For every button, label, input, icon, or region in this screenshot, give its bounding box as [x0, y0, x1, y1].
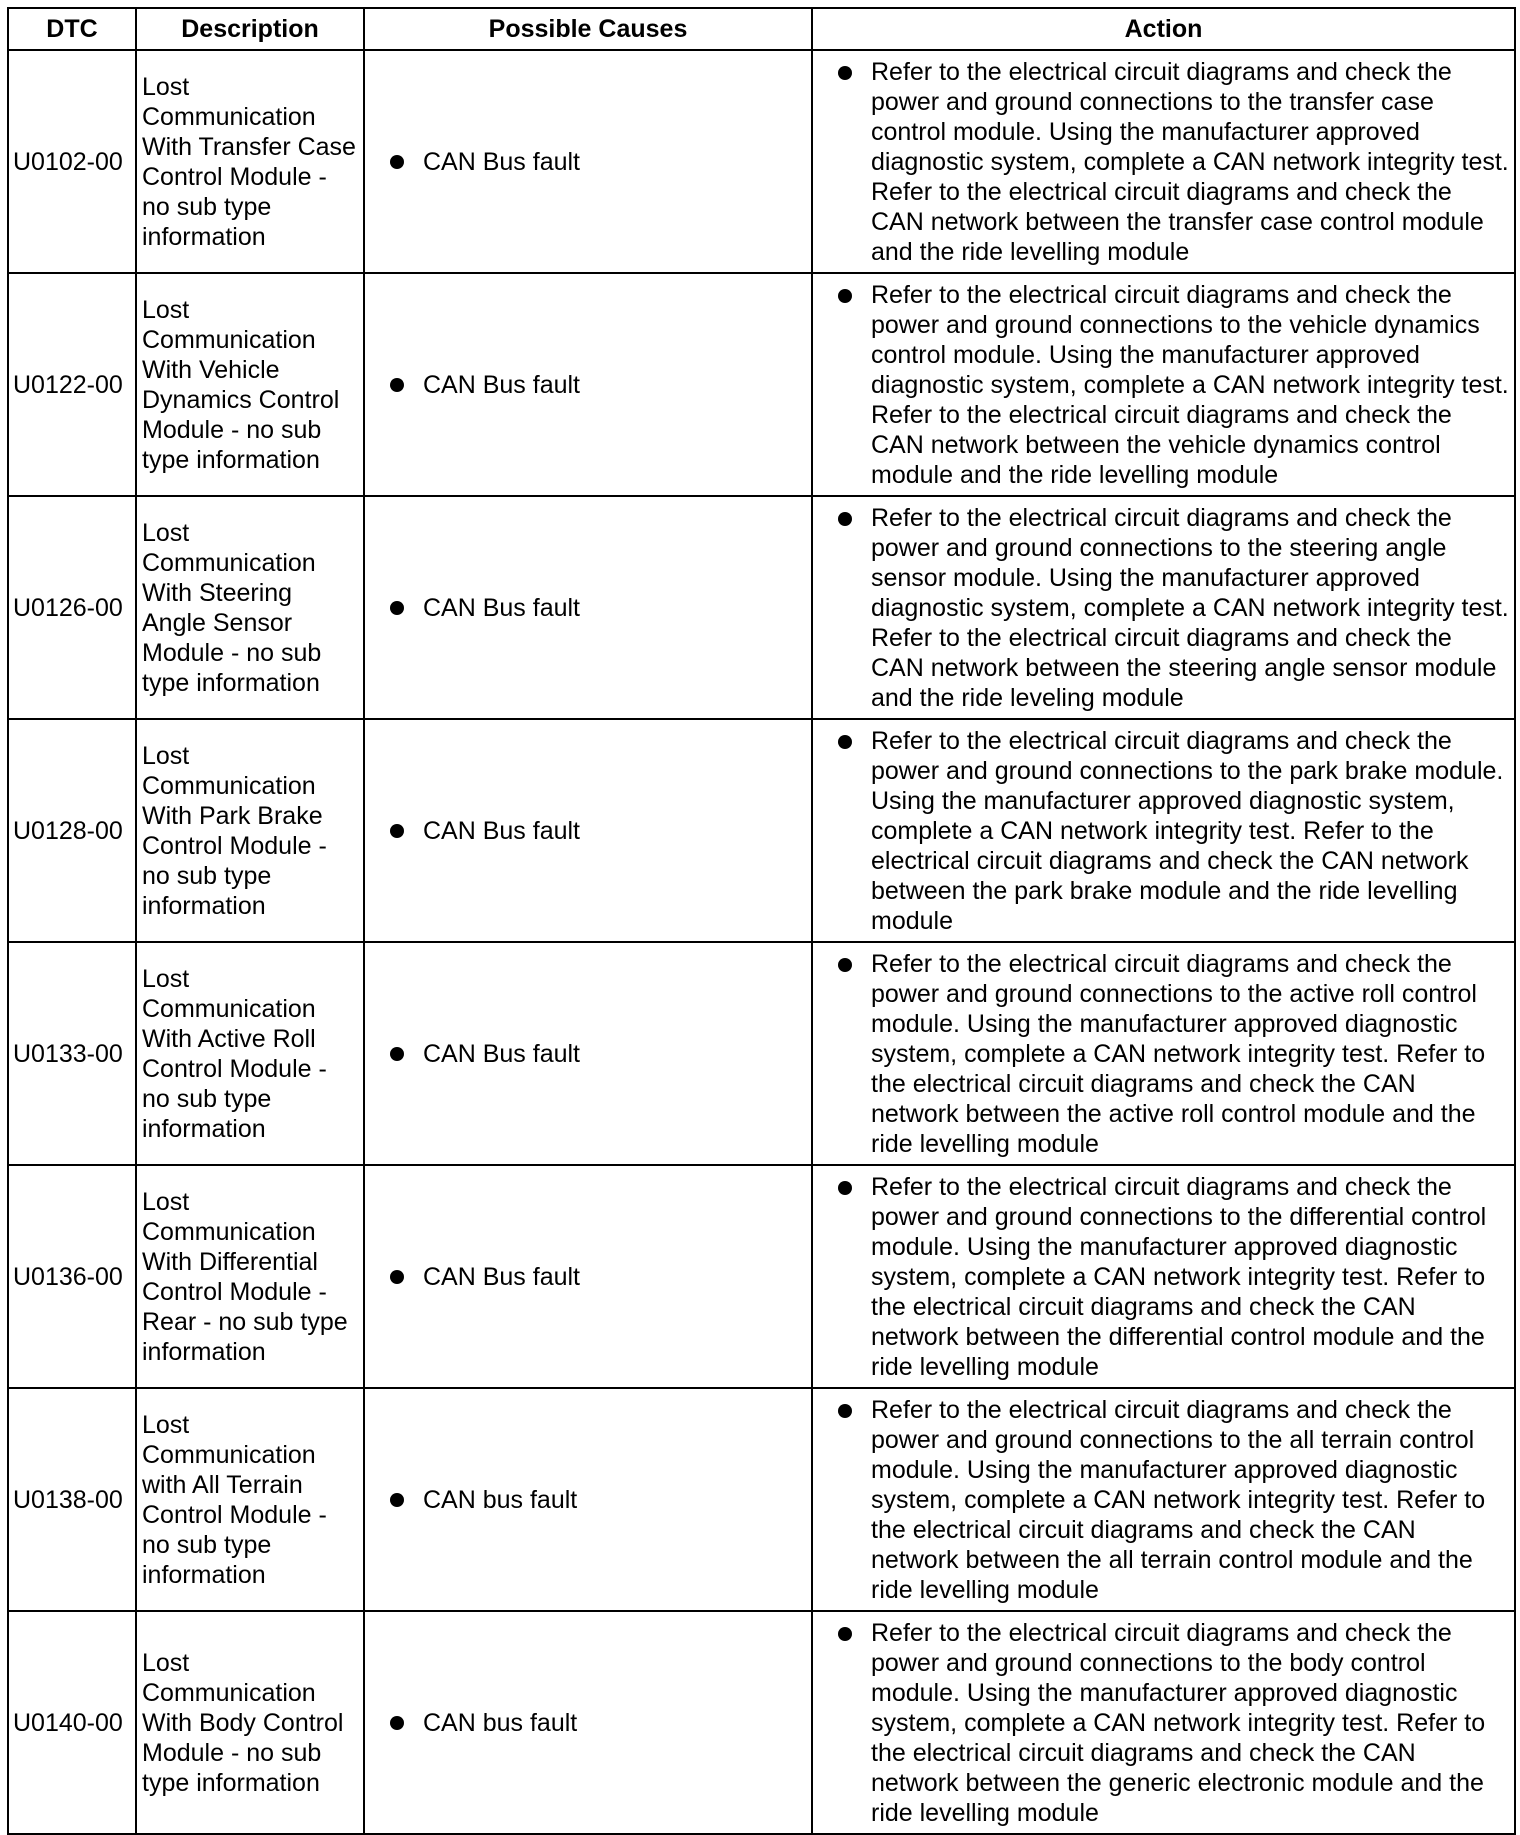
bullet-icon: [838, 735, 852, 749]
action-cell: [812, 273, 1515, 496]
possible-causes-cell: [364, 1388, 812, 1611]
possible-causes-cell: [364, 50, 812, 273]
bullet-icon: [838, 289, 852, 303]
possible-cause: CAN bus fault: [423, 1485, 578, 1514]
action-cell: [812, 1611, 1515, 1834]
dtc-code: U0122-00: [8, 273, 136, 496]
possible-cause: CAN Bus fault: [423, 1039, 581, 1068]
bullet-icon: [838, 1404, 852, 1418]
possible-cause: CAN Bus fault: [423, 1262, 581, 1291]
bullet-icon: [838, 958, 852, 972]
table-row: [8, 1165, 1515, 1388]
dtc-description: Lost Communication With Transfer Case Control Module - no sub type information: [136, 50, 364, 273]
dtc-code: U0126-00: [8, 496, 136, 719]
possible-causes-cell: [364, 496, 812, 719]
action-text: Refer to the electrical circuit diagrams and check the power and ground connections to the body control module. Using the manufacturer approved diagnostic system, complete a CAN network integrity test. Refer to the electrical circuit diagrams and check the CAN network between the generic electronic module and the ride levelling module: [871, 1618, 1486, 1827]
possible-causes-cell: [364, 719, 812, 942]
bullet-icon: [390, 824, 404, 838]
header-dtc: DTC: [8, 8, 136, 50]
dtc-description: Lost Communication With Body Control Module - no sub type information: [136, 1611, 364, 1834]
table-row: [8, 1611, 1515, 1834]
action-cell: [812, 50, 1515, 273]
dtc-code: U0140-00: [8, 1611, 136, 1834]
bullet-icon: [390, 155, 404, 169]
table-header-row: [8, 8, 1515, 50]
bullet-icon: [838, 1627, 852, 1641]
bullet-icon: [390, 1270, 404, 1284]
bullet-icon: [390, 601, 404, 615]
possible-cause: CAN Bus fault: [423, 593, 581, 622]
bullet-icon: [838, 1181, 852, 1195]
dtc-code: U0138-00: [8, 1388, 136, 1611]
dtc-description: Lost Communication With Park Brake Control Module - no sub type information: [136, 719, 364, 942]
table-row: [8, 273, 1515, 496]
possible-cause: CAN Bus fault: [423, 816, 581, 845]
action-cell: [812, 1388, 1515, 1611]
action-text: Refer to the electrical circuit diagrams and check the power and ground connections to the all terrain control module. Using the manufacturer approved diagnostic system, complete a CAN network integrity test. Refer to the electrical circuit diagrams and check the CAN network between the all terrain control module and the ride levelling module: [871, 1395, 1486, 1604]
possible-causes-cell: [364, 1611, 812, 1834]
possible-causes-cell: [364, 942, 812, 1165]
possible-causes-cell: [364, 1165, 812, 1388]
dtc-code: U0136-00: [8, 1165, 136, 1388]
dtc-description: Lost Communication With Vehicle Dynamics Control Module - no sub type information: [136, 273, 364, 496]
possible-cause: CAN Bus fault: [423, 370, 581, 399]
dtc-code: U0128-00: [8, 719, 136, 942]
dtc-code: U0133-00: [8, 942, 136, 1165]
possible-cause: CAN Bus fault: [423, 147, 581, 176]
header-action: Action: [812, 8, 1515, 50]
table-row: [8, 50, 1515, 273]
dtc-description: Lost Communication with All Terrain Control Module - no sub type information: [136, 1388, 364, 1611]
dtc-table: [7, 7, 1516, 1835]
action-text: Refer to the electrical circuit diagrams and check the power and ground connections to the vehicle dynamics control module. Using the manufacturer approved diagnostic system, complete a CAN network integrity test. Refer to the electrical circuit diagrams and check the CAN network between the vehicle dynamics control module and the ride levelling module: [871, 280, 1509, 489]
bullet-icon: [390, 1493, 404, 1507]
action-text: Refer to the electrical circuit diagrams and check the power and ground connections to the park brake module. Using the manufacturer approved diagnostic system, complete a CAN network integrity test. Refer to the electrical circuit diagrams and check the CAN network between the park brake module and the ride levelling module: [871, 726, 1504, 935]
bullet-icon: [390, 378, 404, 392]
dtc-description: Lost Communication With Active Roll Control Module - no sub type information: [136, 942, 364, 1165]
action-text: Refer to the electrical circuit diagrams and check the power and ground connections to the differential control module. Using the manufacturer approved diagnostic system, complete a CAN network integrity test. Refer to the electrical circuit diagrams and check the CAN network between the differential control module and the ride levelling module: [871, 1172, 1487, 1381]
action-cell: [812, 496, 1515, 719]
table-row: [8, 1388, 1515, 1611]
header-possible-causes: Possible Causes: [364, 8, 812, 50]
action-cell: [812, 719, 1515, 942]
dtc-description: Lost Communication With Steering Angle Sensor Module - no sub type information: [136, 496, 364, 719]
bullet-icon: [838, 66, 852, 80]
action-cell: [812, 1165, 1515, 1388]
dtc-code: U0102-00: [8, 50, 136, 273]
bullet-icon: [390, 1716, 404, 1730]
action-text: Refer to the electrical circuit diagrams and check the power and ground connections to the transfer case control module. Using the manufacturer approved diagnostic system, complete a CAN network integrity test. Refer to the electrical circuit diagrams and check the CAN network between the transfer case control module and the ride levelling module: [871, 57, 1509, 266]
possible-causes-cell: [364, 273, 812, 496]
header-description: Description: [136, 8, 364, 50]
bullet-icon: [838, 512, 852, 526]
table-row: [8, 942, 1515, 1165]
bullet-icon: [390, 1047, 404, 1061]
action-cell: [812, 942, 1515, 1165]
possible-cause: CAN bus fault: [423, 1708, 578, 1737]
action-text: Refer to the electrical circuit diagrams and check the power and ground connections to the active roll control module. Using the manufacturer approved diagnostic system, complete a CAN network integrity test. Refer to the electrical circuit diagrams and check the CAN network between the active roll control module and the ride levelling module: [871, 949, 1486, 1158]
dtc-description: Lost Communication With Differential Control Module - Rear - no sub type information: [136, 1165, 364, 1388]
table-row: [8, 496, 1515, 719]
action-text: Refer to the electrical circuit diagrams and check the power and ground connections to the steering angle sensor module. Using the manufacturer approved diagnostic system, complete a CAN network integrity test. Refer to the electrical circuit diagrams and check the CAN network between the steering angle sensor module and the ride leveling module: [871, 503, 1509, 712]
table-row: [8, 719, 1515, 942]
